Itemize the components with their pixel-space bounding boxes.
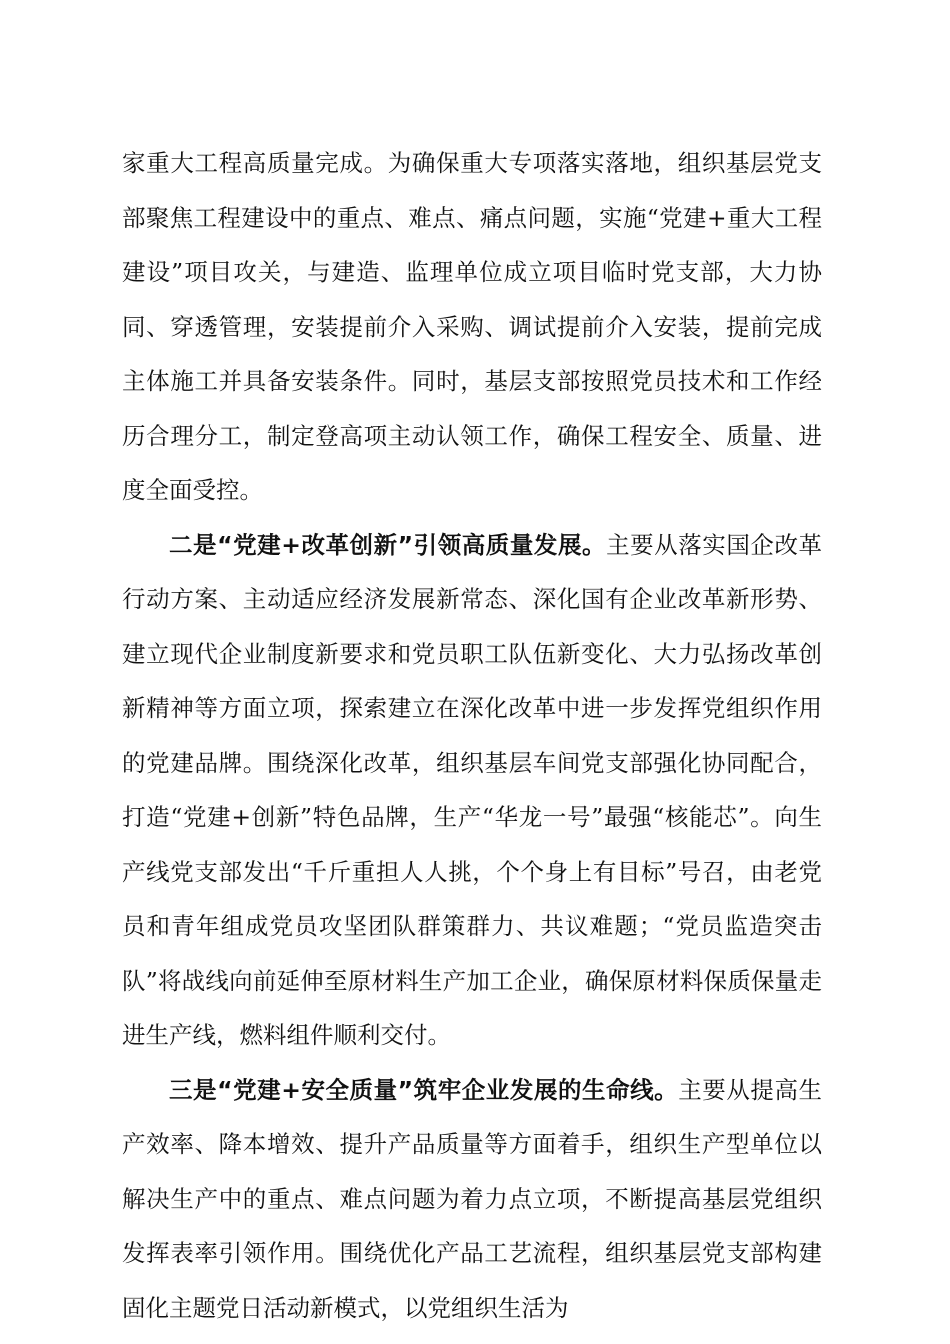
paragraph-reform-innovation — [122, 518, 822, 1063]
paragraph-continuation — [122, 136, 822, 518]
document-body — [122, 136, 822, 1335]
paragraph-text: 主要从落实国企改革行动方案、主动适应经济发展新常态、深化国有企业改革新形势、建立现代企业制度新要求和党员职工队伍新变化、大力弘扬改革创新精神等方面立项，探索建立在深化改革中进一步发挥党组织作用的党建品牌。围绕深化改革，组织基层车间党支部强化协同配合，打造“党建+创新”特色品牌，生产“华龙一号”最强“核能芯”。向生产线党支部发出“千斤重担人人挑，个个身上有目标”号召，由老党员和青年组成党员攻坚团队群策群力、共议难题；“党员监造突击队”将战线向前延伸至原材料生产加工企业，确保原材料保质保量走进生产线，燃料组件顺利交付。 — [122, 530, 822, 1049]
paragraph-safety-quality — [122, 1063, 822, 1336]
paragraph-text: 家重大工程高质量完成。为确保重大专项落实落地，组织基层党支部聚焦工程建设中的重点、难点、痛点问题，实施“党建+重大工程建设”项目攻关，与建造、监理单位成立项目临时党支部，大力协同、穿透管理，安装提前介入采购、调试提前介入安装，提前完成主体施工并具备安装条件。同时，基层支部按照党员技术和工作经历合理分工，制定登高项主动认领工作，确保工程安全、质量、进度全面受控。 — [122, 149, 822, 504]
paragraph-heading: 三是“党建+安全质量”筑牢企业发展的生命线。 — [169, 1075, 679, 1104]
paragraph-heading: 二是“党建+改革创新”引领高质量发展。 — [169, 530, 607, 559]
paragraph-text: 主要从提高生产效率、降本增效、提升产品质量等方面着手，组织生产型单位以解决生产中的重点、难点问题为着力点立项，不断提高基层党组织发挥表率引领作用。围绕优化产品工艺流程，组织基层党支部构建固化主题党日活动新模式，以党组织生活为 — [122, 1075, 822, 1322]
